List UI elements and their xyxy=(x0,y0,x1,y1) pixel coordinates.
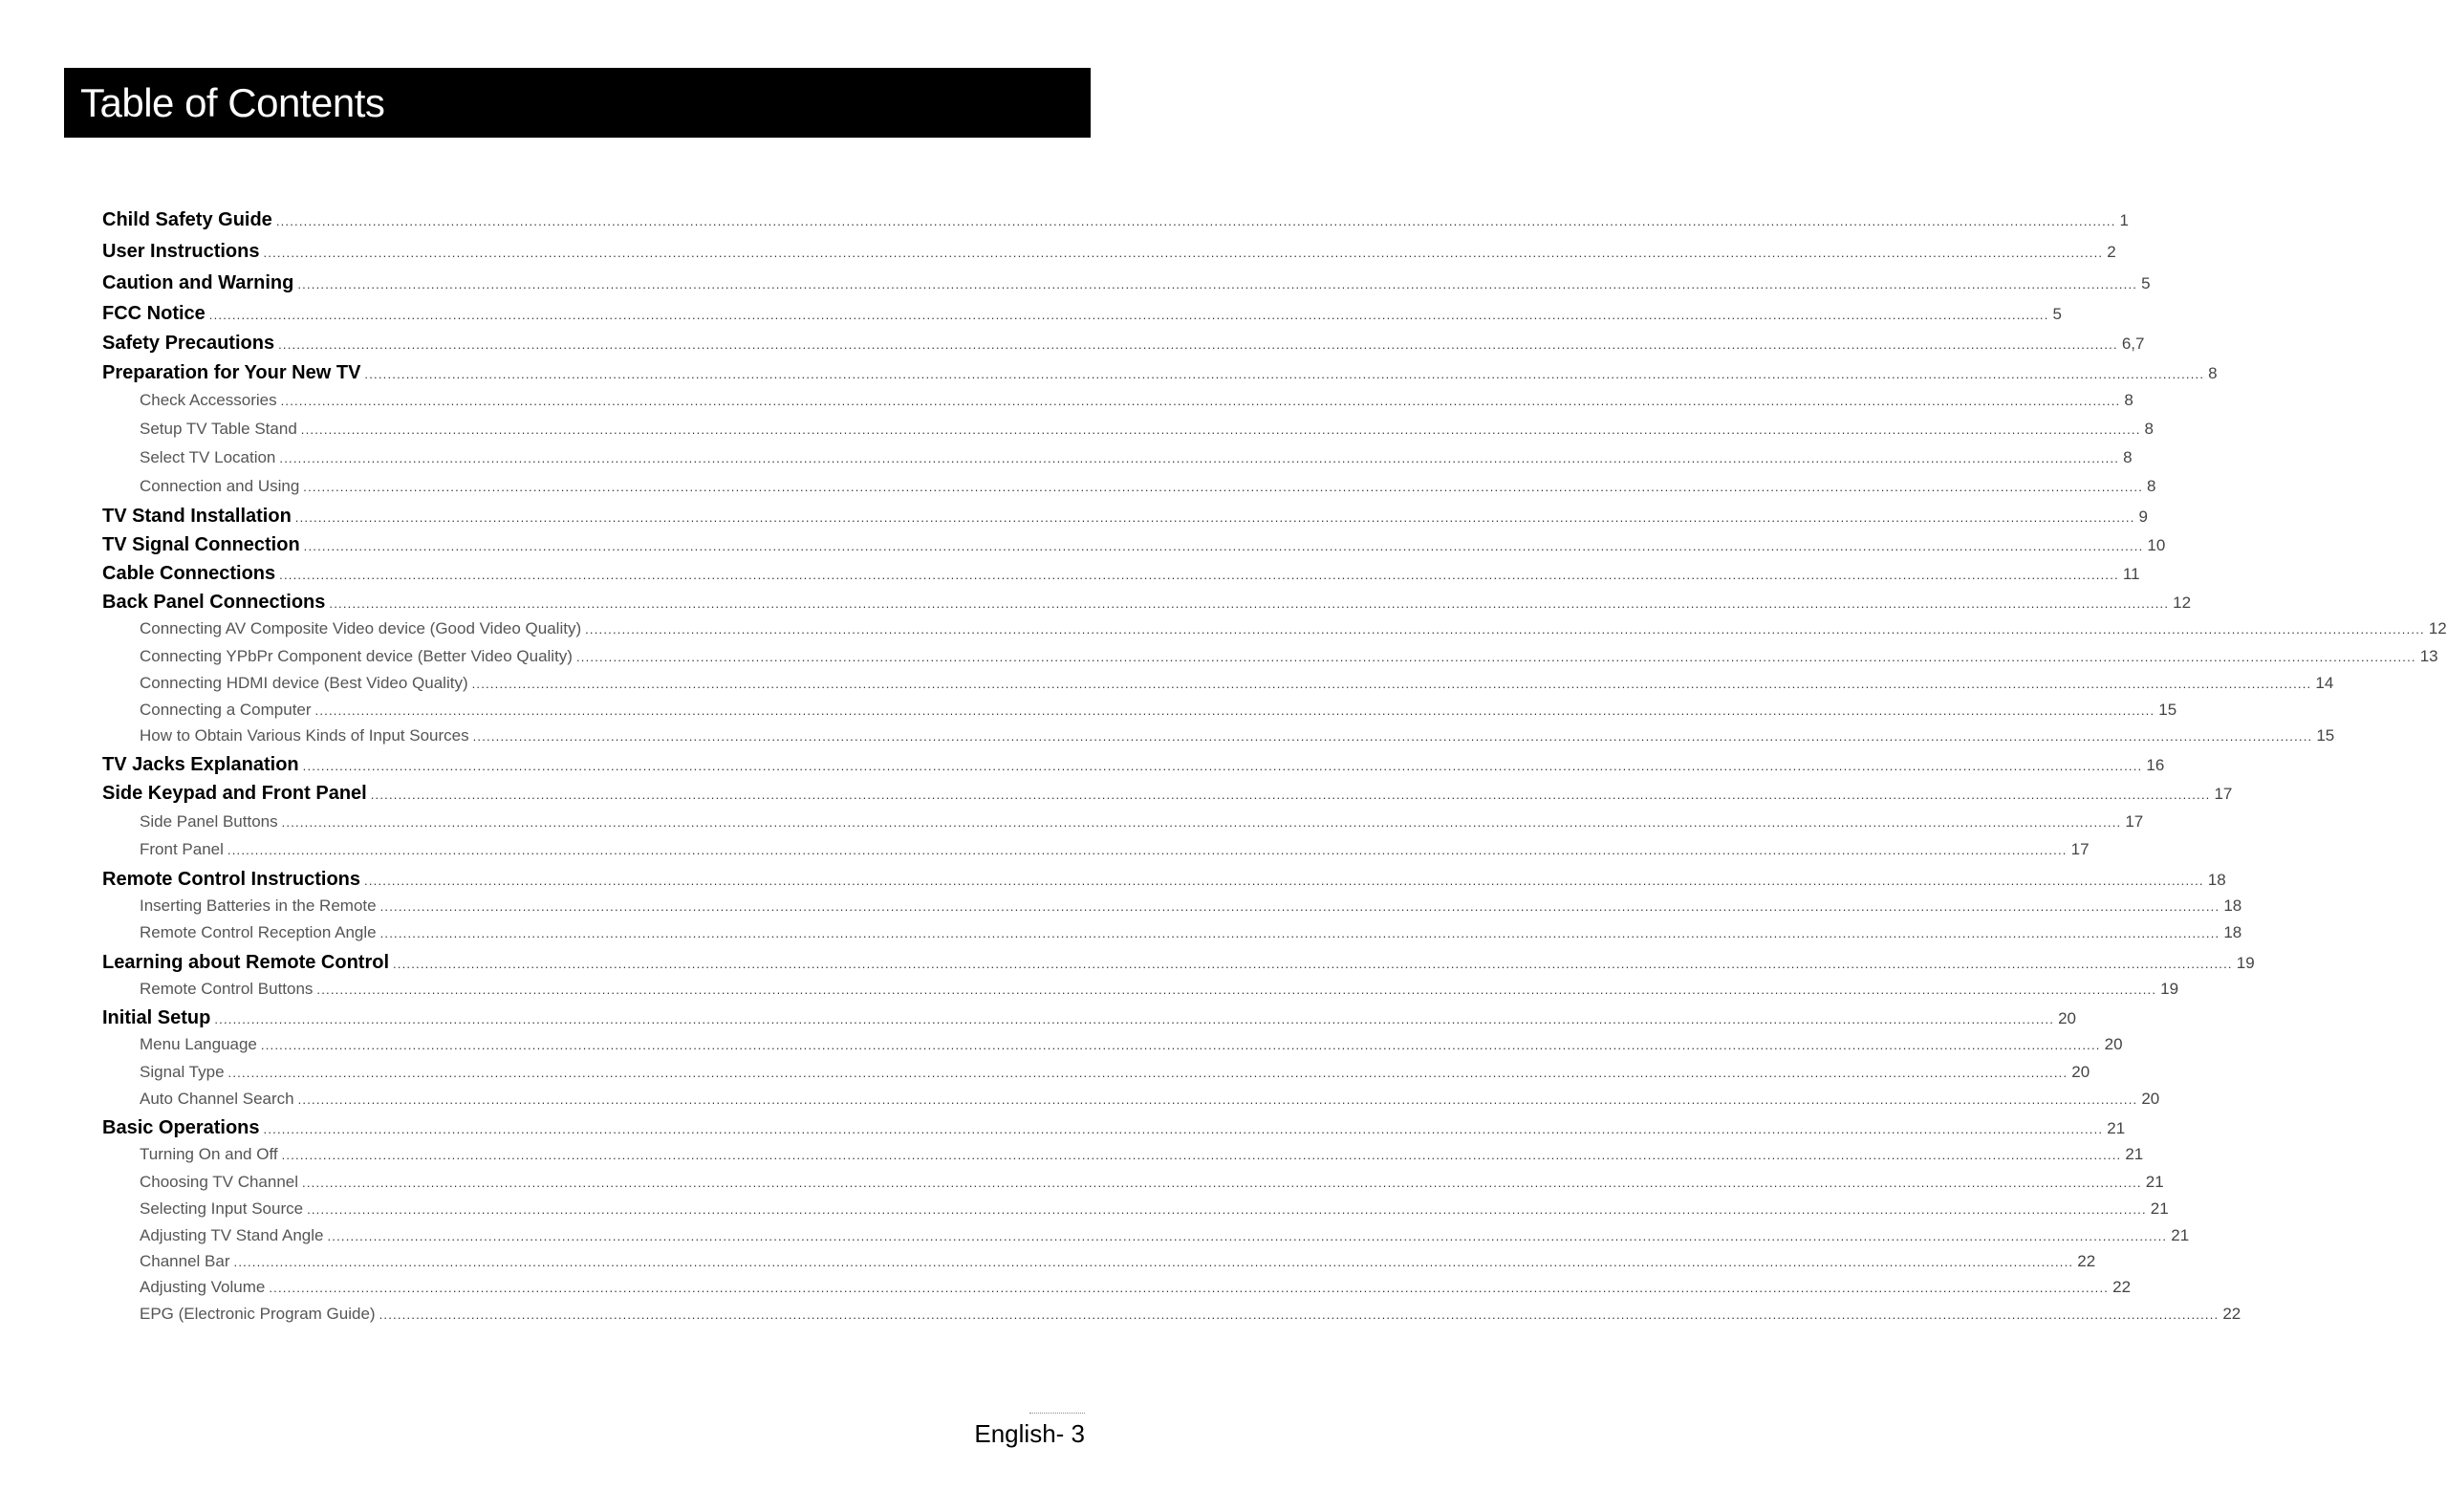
toc-subsection-entry xyxy=(140,1173,2164,1192)
toc-entry-label: TV Stand Installation xyxy=(102,506,292,527)
toc-dot-leader: ................................................................................................................................................................................................................................................................................................................................................................................................................ xyxy=(379,926,2220,940)
toc-entry-label: Child Safety Guide xyxy=(102,209,272,230)
toc-entry-label: Connecting AV Composite Video device (Good Video Quality) xyxy=(140,619,582,637)
toc-subsection-entry xyxy=(140,923,2242,942)
toc-entry-page: 21 xyxy=(2150,1199,2169,1218)
toc-dot-leader: ................................................................................................................................................................................................................................................................................................................................................................................................................ xyxy=(303,480,2144,494)
toc-entry-page: 22 xyxy=(2222,1305,2241,1323)
toc-dot-leader: ................................................................................................................................................................................................................................................................................................................................................................................................................ xyxy=(227,843,2068,857)
toc-subsection-entry xyxy=(140,674,2334,693)
toc-entry-label: Back Panel Connections xyxy=(102,592,326,613)
toc-dot-leader: ................................................................................................................................................................................................................................................................................................................................................................................................................ xyxy=(233,1255,2074,1269)
toc-dot-leader: ................................................................................................................................................................................................................................................................................................................................................................................................................ xyxy=(379,899,2220,914)
toc-entry-page: 18 xyxy=(2207,871,2226,889)
toc-entry-label: Connecting YPbPr Component device (Better Video Quality) xyxy=(140,647,573,665)
toc-subsection-entry xyxy=(140,391,2133,410)
toc-dot-leader: ................................................................................................................................................................................................................................................................................................................................................................................................................ xyxy=(302,759,2143,773)
toc-section-entry xyxy=(102,506,2148,528)
toc-section-entry xyxy=(102,563,2140,585)
toc-entry-label: Setup TV Table Stand xyxy=(140,420,297,438)
toc-entry-page: 21 xyxy=(2125,1145,2144,1163)
toc-entry-page: 14 xyxy=(2315,674,2334,692)
toc-subsection-entry xyxy=(140,1090,2160,1109)
toc-entry-page: 19 xyxy=(2236,954,2255,972)
toc-dot-leader: ................................................................................................................................................................................................................................................................................................................................................................................................................ xyxy=(379,1307,2220,1322)
toc-entry-page: 11 xyxy=(2122,565,2140,583)
toc-section-entry xyxy=(102,362,2218,384)
toc-dot-leader: ................................................................................................................................................................................................................................................................................................................................................................................................................ xyxy=(263,1122,2104,1136)
toc-dot-leader: ................................................................................................................................................................................................................................................................................................................................................................................................................ xyxy=(281,1148,2122,1162)
toc-dot-leader: ................................................................................................................................................................................................................................................................................................................................................................................................................ xyxy=(269,1281,2110,1295)
toc-entry-label: Choosing TV Channel xyxy=(140,1173,299,1191)
toc-subsection-entry xyxy=(140,812,2144,832)
toc-entry-page: 18 xyxy=(2223,896,2242,915)
toc-entry-page: 5 xyxy=(2141,274,2151,292)
toc-subsection-entry xyxy=(140,1063,2090,1082)
toc-entry-page: 8 xyxy=(2147,477,2156,495)
toc-entry-page: 22 xyxy=(2112,1278,2132,1296)
toc-subsection-entry xyxy=(140,1035,2123,1054)
toc-subsection-entry xyxy=(140,701,2177,720)
toc-subsection-entry xyxy=(140,1252,2096,1271)
toc-section-entry xyxy=(102,869,2226,891)
toc-section-entry xyxy=(102,303,2062,325)
toc-entry-page: 20 xyxy=(2104,1035,2123,1053)
toc-entry-page: 8 xyxy=(2208,364,2218,382)
toc-entry-page: 19 xyxy=(2160,980,2179,998)
toc-dot-leader: ................................................................................................................................................................................................................................................................................................................................................................................................................ xyxy=(364,874,2204,888)
toc-entry-label: Connection and Using xyxy=(140,477,300,495)
toc-entry-page: 17 xyxy=(2125,812,2144,831)
toc-entry-label: Check Accessories xyxy=(140,391,277,409)
toc-entry-label: TV Jacks Explanation xyxy=(102,754,299,775)
toc-subsection-entry xyxy=(140,726,2335,745)
toc-entry-label: Select TV Location xyxy=(140,448,276,466)
toc-entry-page: 6,7 xyxy=(2121,335,2145,353)
toc-section-entry xyxy=(102,209,2130,231)
toc-entry-page: 21 xyxy=(2145,1173,2164,1191)
toc-entry-label: Menu Language xyxy=(140,1035,257,1053)
toc-entry-label: Remote Control Reception Angle xyxy=(140,923,377,941)
toc-entry-label: TV Signal Connection xyxy=(102,534,300,555)
toc-entry-label: User Instructions xyxy=(102,241,260,262)
toc-dot-leader: ................................................................................................................................................................................................................................................................................................................................................................................................................ xyxy=(585,622,2425,637)
toc-dot-leader: ................................................................................................................................................................................................................................................................................................................................................................................................................ xyxy=(275,214,2116,228)
toc-dot-leader: ................................................................................................................................................................................................................................................................................................................................................................................................................ xyxy=(297,277,2138,292)
toc-entry-page: 12 xyxy=(2428,619,2447,637)
toc-dot-leader: ................................................................................................................................................................................................................................................................................................................................................................................................................ xyxy=(575,650,2416,664)
toc-section-entry xyxy=(102,783,2233,805)
toc-dot-leader: ................................................................................................................................................................................................................................................................................................................................................................................................................ xyxy=(327,1229,2168,1243)
toc-dot-leader: ................................................................................................................................................................................................................................................................................................................................................................................................................ xyxy=(303,539,2144,553)
toc-entry-page: 12 xyxy=(2173,594,2192,612)
toc-subsection-entry xyxy=(140,840,2090,859)
toc-section-entry xyxy=(102,333,2145,355)
toc-dot-leader: ................................................................................................................................................................................................................................................................................................................................................................................................................ xyxy=(214,1012,2055,1026)
toc-entry-label: Channel Bar xyxy=(140,1252,230,1270)
toc-entry-page: 16 xyxy=(2146,756,2165,774)
toc-section-entry xyxy=(102,592,2192,614)
toc-dot-leader: ................................................................................................................................................................................................................................................................................................................................................................................................................ xyxy=(279,451,2120,465)
toc-dot-leader: ................................................................................................................................................................................................................................................................................................................................................................................................................ xyxy=(260,1038,2101,1052)
toc-dot-leader: ................................................................................................................................................................................................................................................................................................................................................................................................................ xyxy=(294,510,2135,525)
toc-dot-leader: ................................................................................................................................................................................................................................................................................................................................................................................................................ xyxy=(329,596,2170,611)
toc-entry-label: Side Panel Buttons xyxy=(140,812,278,831)
toc-section-entry xyxy=(102,534,2166,556)
toc-entry-page: 21 xyxy=(2171,1226,2190,1244)
toc-dot-leader: ................................................................................................................................................................................................................................................................................................................................................................................................................ xyxy=(281,815,2122,830)
toc-entry-label: Safety Precautions xyxy=(102,333,275,354)
page-number: English- 3 xyxy=(974,1419,1085,1448)
toc-entry-page: 13 xyxy=(2419,647,2438,665)
toc-entry-label: Inserting Batteries in the Remote xyxy=(140,896,377,915)
toc-section-entry xyxy=(102,952,2255,974)
toc-entry-label: Learning about Remote Control xyxy=(102,952,389,973)
toc-entry-label: Remote Control Buttons xyxy=(140,980,314,998)
toc-dot-leader: ................................................................................................................................................................................................................................................................................................................................................................................................................ xyxy=(208,308,2049,322)
toc-subsection-entry xyxy=(140,1278,2132,1297)
toc-entry-label: Selecting Input Source xyxy=(140,1199,304,1218)
footer-rule xyxy=(1029,1413,1085,1414)
toc-entry-label: Connecting a Computer xyxy=(140,701,312,719)
toc-subsection-entry xyxy=(140,477,2156,496)
toc-entry-page: 9 xyxy=(2138,508,2148,526)
toc-dot-leader: ................................................................................................................................................................................................................................................................................................................................................................................................................ xyxy=(364,367,2205,381)
toc-subsection-entry xyxy=(140,448,2133,467)
toc-entry-page: 20 xyxy=(2058,1009,2076,1027)
toc-entry-page: 18 xyxy=(2223,923,2242,941)
toc-entry-page: 1 xyxy=(2119,211,2130,229)
toc-entry-page: 8 xyxy=(2124,391,2133,409)
page-title: Table of Contents xyxy=(80,80,385,125)
toc-dot-leader: ................................................................................................................................................................................................................................................................................................................................................................................................................ xyxy=(314,703,2155,718)
toc-entry-label: Basic Operations xyxy=(102,1117,260,1138)
toc-entry-page: 8 xyxy=(2144,420,2154,438)
toc-section-entry xyxy=(102,1117,2126,1139)
toc-entry-page: 17 xyxy=(2070,840,2090,858)
toc-entry-label: Side Keypad and Front Panel xyxy=(102,783,367,804)
toc-dot-leader: ................................................................................................................................................................................................................................................................................................................................................................................................................ xyxy=(471,677,2312,691)
toc-entry-label: Remote Control Instructions xyxy=(102,869,361,890)
toc-section-entry xyxy=(102,272,2151,294)
toc-entry-page: 21 xyxy=(2107,1119,2126,1137)
toc-entry-label: FCC Notice xyxy=(102,303,206,324)
toc-entry-page: 15 xyxy=(2316,726,2335,745)
toc-section-entry xyxy=(102,241,2116,263)
toc-dot-leader: ................................................................................................................................................................................................................................................................................................................................................................................................................ xyxy=(393,957,2233,971)
toc-dot-leader: ................................................................................................................................................................................................................................................................................................................................................................................................................ xyxy=(280,394,2121,408)
toc-dot-leader: ................................................................................................................................................................................................................................................................................................................................................................................................................ xyxy=(278,337,2118,352)
toc-dot-leader: ................................................................................................................................................................................................................................................................................................................................................................................................................ xyxy=(263,246,2104,260)
toc-entry-label: Initial Setup xyxy=(102,1007,211,1028)
toc-entry-page: 5 xyxy=(2052,305,2062,323)
toc-entry-label: Turning On and Off xyxy=(140,1145,278,1163)
toc-entry-label: Signal Type xyxy=(140,1063,225,1081)
toc-entry-label: EPG (Electronic Program Guide) xyxy=(140,1305,376,1323)
toc-dot-leader: ................................................................................................................................................................................................................................................................................................................................................................................................................ xyxy=(472,729,2313,744)
page-footer xyxy=(956,1413,1085,1449)
toc-dot-leader: ................................................................................................................................................................................................................................................................................................................................................................................................................ xyxy=(279,568,2119,582)
toc-subsection-entry xyxy=(140,896,2242,916)
toc-section-entry xyxy=(102,1007,2076,1029)
toc-subsection-entry xyxy=(140,1199,2169,1219)
toc-dot-leader: ................................................................................................................................................................................................................................................................................................................................................................................................................ xyxy=(227,1066,2068,1080)
toc-entry-label: Connecting HDMI device (Best Video Quality) xyxy=(140,674,468,692)
toc-entry-label: Auto Channel Search xyxy=(140,1090,294,1108)
toc-entry-label: Adjusting Volume xyxy=(140,1278,266,1296)
toc-entry-page: 20 xyxy=(2071,1063,2090,1081)
toc-entry-label: Preparation for Your New TV xyxy=(102,362,361,383)
toc-dot-leader: ................................................................................................................................................................................................................................................................................................................................................................................................................ xyxy=(307,1202,2147,1217)
toc-entry-label: Front Panel xyxy=(140,840,224,858)
toc-entry-page: 20 xyxy=(2141,1090,2160,1108)
toc-dot-leader: ................................................................................................................................................................................................................................................................................................................................................................................................................ xyxy=(316,983,2157,997)
toc-subsection-entry xyxy=(140,1226,2190,1245)
toc-entry-label: Adjusting TV Stand Angle xyxy=(140,1226,324,1244)
toc-subsection-entry xyxy=(140,619,2447,638)
toc-subsection-entry xyxy=(140,420,2154,439)
toc-entry-label: Cable Connections xyxy=(102,563,276,584)
toc-entry-page: 8 xyxy=(2123,448,2133,466)
toc-section-entry xyxy=(102,754,2165,776)
toc-dot-leader: ................................................................................................................................................................................................................................................................................................................................................................................................................ xyxy=(302,1176,2142,1190)
toc-subsection-entry xyxy=(140,1305,2241,1324)
toc-entry-label: How to Obtain Various Kinds of Input Sources xyxy=(140,726,469,745)
toc-entry-page: 15 xyxy=(2158,701,2177,719)
toc-dot-leader: ................................................................................................................................................................................................................................................................................................................................................................................................................ xyxy=(300,422,2141,437)
toc-entry-page: 17 xyxy=(2214,785,2233,803)
toc-subsection-entry xyxy=(140,980,2179,999)
toc-dot-leader: ................................................................................................................................................................................................................................................................................................................................................................................................................ xyxy=(297,1092,2138,1107)
toc-subsection-entry xyxy=(140,647,2438,666)
toc-dot-leader: ................................................................................................................................................................................................................................................................................................................................................................................................................ xyxy=(370,788,2211,802)
toc-entry-label: Caution and Warning xyxy=(102,272,294,293)
toc-entry-page: 22 xyxy=(2077,1252,2096,1270)
toc-entry-page: 10 xyxy=(2147,536,2166,554)
toc-entry-page: 2 xyxy=(2107,243,2116,261)
toc-subsection-entry xyxy=(140,1145,2144,1164)
